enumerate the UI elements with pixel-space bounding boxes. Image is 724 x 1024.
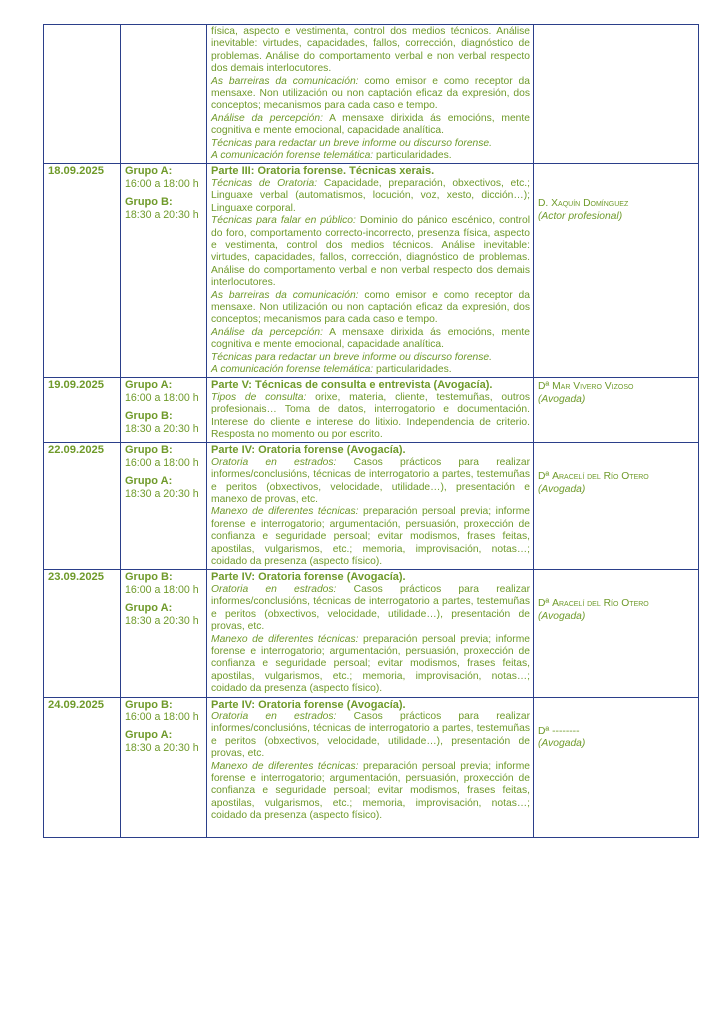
group-label: Grupo A: [125, 729, 173, 742]
time-slot: 16:00 a 18:00 h [125, 710, 199, 723]
description-paragraph: A comunicación forense telemática: particularidades. [211, 150, 452, 162]
teacher-role: (Actor profesional) [538, 210, 623, 222]
group-label: Grupo A: [125, 602, 173, 615]
teacher-name: Dª Aracelí del Río Otero [538, 471, 649, 483]
time-cell [121, 25, 207, 164]
session-date: 18.09.2025 [44, 164, 121, 378]
description-paragraph: Técnicas para redactar un breve informe ou discurso forense. [211, 351, 493, 363]
session-title: Parte IV: Oratoria forense (Avogacía). [211, 444, 406, 457]
time-slot: 16:00 a 18:00 h [125, 391, 199, 404]
time-slot: 16:00 a 18:00 h [125, 583, 199, 596]
description-paragraph: física, aspecto e vestimenta, control dos medios técnicos. Análise inevitable: virtudes, capacidades, fallos, corrección, diagnóstico de problemas. Análise do comportamento verbal e non verbal respecto dos demais interlocutores. [211, 26, 530, 75]
teacher-name: Dª Aracelí del Río Otero [538, 598, 649, 610]
session-title: Parte III: Oratoria forense. Técnicas xerais. [211, 165, 435, 178]
description-paragraph: As barreiras da comunicación: como emisor e como receptor da mensaxe. Non utilización ou non captación eficaz da expresión, dos conceptos; mecanismos para cada caso e tempo. [211, 75, 530, 112]
session-date: 24.09.2025 [44, 697, 121, 837]
session-date: 23.09.2025 [44, 570, 121, 697]
time-cell [121, 164, 207, 378]
description-paragraph: Oratoria en estrados: Casos prácticos para realizar informes/conclusións, técnicas de interrogatorio a partes, testemuñas e peritos (obxectivos, velocidade, utilidade…), presentación de provas, etc. [211, 583, 530, 633]
session-title: Parte IV: Oratoria forense (Avogacía). [211, 571, 406, 584]
table-row [44, 164, 699, 378]
description-cell [207, 164, 534, 378]
teacher-name: Dª Mar Vivero Vizoso [538, 381, 634, 393]
time-cell [121, 378, 207, 443]
description-cell [207, 570, 534, 697]
description-paragraph: Manexo de diferentes técnicas: preparación persoal previa; informe forense e interrogatorio; argumentación, persuasión, proxección de confianza e seguridade persoal; evitar modismos, frases feitas, apostilas, vulgarismos, etc.; memoria, improvisación, notas…; coidado da presenza (aspecto físico). [211, 506, 530, 568]
description-paragraph: Manexo de diferentes técnicas: preparación persoal previa; informe forense e interrogatorio; argumentación, persuasión, proxección de confianza e seguridade persoal; evitar modismos, frases feitas, apostilas, vulgarismos, etc.; memoria, improvisación, notas…; coidado da presenza (aspecto físico). [211, 760, 530, 822]
time-slot: 16:00 a 18:00 h [125, 456, 199, 469]
description-cell [207, 697, 534, 837]
session-date: 19.09.2025 [44, 378, 121, 443]
group-label: Grupo B: [125, 571, 173, 584]
description-paragraph: A comunicación forense telemática: particularidades. [211, 363, 452, 375]
description-cell [207, 443, 534, 570]
description-paragraph: Manexo de diferentes técnicas: preparación persoal previa; informe forense e interrogatorio; argumentación, persuasión, proxección de confianza e seguridade persoal; evitar modismos, frases feitas, apostilas, vulgarismos, etc.; memoria, improvisación, notas…; coidado da presenza (aspecto físico). [211, 633, 530, 695]
teacher-name: Dª -------- [538, 725, 580, 737]
teacher-cell [534, 697, 699, 837]
session-title: Parte V: Técnicas de consulta e entrevista (Avogacía). [211, 379, 493, 392]
group-label: Grupo B: [125, 698, 173, 711]
time-cell [121, 443, 207, 570]
description-cell [207, 378, 534, 443]
description-paragraph: Oratoria en estrados: Casos prácticos para realizar informes/conclusións, técnicas de interrogatorio a partes, testemuñas e peritos (obxectivos, velocidade, utilidade…), presentación de provas, etc. [211, 710, 530, 760]
group-label: Grupo A: [125, 165, 173, 178]
teacher-role: (Avogada) [538, 393, 586, 405]
teacher-role: (Avogada) [538, 483, 586, 495]
table-row [44, 570, 699, 697]
time-slot: 18:30 a 20:30 h [125, 208, 199, 221]
table-row [44, 697, 699, 837]
time-slot: 18:30 a 20:30 h [125, 487, 199, 500]
schedule-table [43, 24, 699, 838]
description-paragraph: Análise da percepción: A mensaxe dirixida ás emocións, mente cognitiva e mente emocional, capacidade analítica. [211, 112, 530, 137]
teacher-cell [534, 570, 699, 697]
description-paragraph: As barreiras da comunicación: como emisor e como receptor da mensaxe. Non utilización ou non captación eficaz da expresión, dos conceptos; mecanismos para cada caso e tempo. [211, 289, 530, 326]
description-cell [207, 25, 534, 164]
group-label: Grupo B: [125, 444, 173, 457]
description-paragraph: Técnicas de Oratoria: Capacidade, preparación, obxectivos, etc.; Linguaxe verbal (automatismos, locución, voz, xesto, dicción…); Linguaxe corporal. [211, 177, 530, 214]
description-paragraph: Oratoria en estrados: Casos prácticos para realizar informes/conclusións, técnicas de interrogatorio a partes, testemuñas e peritos (obxectivos, velocidade, utilidade…), presentación e manexo de provas, etc. [211, 456, 530, 506]
description-paragraph: Análise da percepción: A mensaxe dirixida ás emocións, mente cognitiva e mente emocional, capacidade analítica. [211, 326, 530, 351]
description-paragraph: Tipos de consulta: orixe, materia, cliente, testemuñas, outros profesionais… Toma de datos, interrogatorio e documentación. Interese do cliente e interese do litixio. Independencia de criterio. Resposta no momento ou por escrito. [211, 391, 530, 440]
group-label: Grupo A: [125, 379, 173, 392]
table-row [44, 443, 699, 570]
description-paragraph: Técnicas para falar en público: Dominio do pánico escénico, control do foro, comportamento correcto-incorrecto, presenza física, aspecto e vestimenta, control dos medios técnicos. Análise inevitable: virtudes, capacidades, fallos, corrección, diagnóstico de problemas. Análise do comportamento verbal e non verbal respecto dos demais interlocutores. [211, 215, 530, 289]
time-slot: 18:30 a 20:30 h [125, 614, 199, 627]
teacher-cell [534, 164, 699, 378]
group-label: Grupo A: [125, 475, 173, 488]
session-title: Parte IV: Oratoria forense (Avogacía). [211, 698, 406, 711]
table-row [44, 378, 699, 443]
teacher-name: D. Xaquín Domínguez [538, 198, 629, 210]
time-cell [121, 697, 207, 837]
date-cell [44, 25, 121, 164]
teacher-role: (Avogada) [538, 737, 586, 749]
time-slot: 16:00 a 18:00 h [125, 177, 199, 190]
group-label: Grupo B: [125, 410, 173, 423]
teacher-cell [534, 378, 699, 443]
time-slot: 18:30 a 20:30 h [125, 741, 199, 754]
table-row [44, 25, 699, 164]
description-paragraph: Técnicas para redactar un breve informe ou discurso forense. [211, 137, 493, 149]
group-label: Grupo B: [125, 196, 173, 209]
session-date: 22.09.2025 [44, 443, 121, 570]
teacher-role: (Avogada) [538, 610, 586, 622]
teacher-cell [534, 25, 699, 164]
time-cell [121, 570, 207, 697]
time-slot: 18:30 a 20:30 h [125, 422, 199, 435]
teacher-cell [534, 443, 699, 570]
